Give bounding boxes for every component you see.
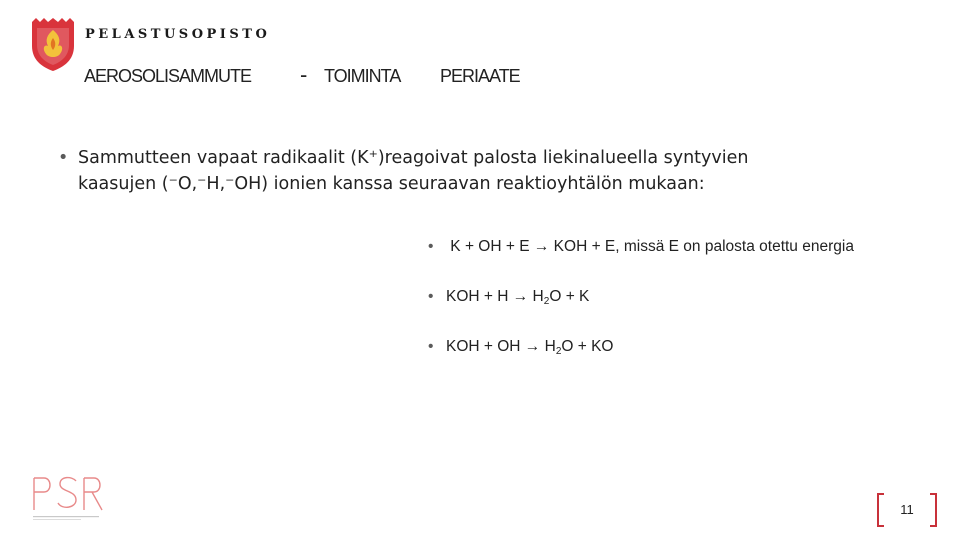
page-number: 11	[900, 502, 914, 517]
psr-logo	[30, 470, 110, 522]
pelastusopisto-shield-logo	[30, 16, 76, 72]
lead-bullet-item	[58, 145, 758, 197]
bullet-marker: •	[428, 238, 434, 255]
equation-item	[428, 338, 614, 357]
bullet-marker: •	[58, 148, 69, 168]
equation-item	[428, 238, 854, 256]
equation-text-end: O + KO	[561, 338, 614, 355]
equation-text-end: O + K	[549, 288, 590, 305]
title-part-2: TOIMINTA	[324, 66, 401, 86]
equation-text: KOH + H → H	[446, 288, 544, 305]
equation-text: KOH + OH → H	[446, 338, 556, 355]
lead-text: Sammutteen vapaat radikaalit (K⁺)reagoivat palosta liekinalueella syntyvien kaasujen (⁻O,⁻H,⁻OH) ionien kanssa seuraavan reaktioyhtälön mukaan:	[78, 148, 749, 194]
title-dash: -	[300, 62, 308, 87]
bullet-marker: •	[428, 338, 434, 355]
title-part-3: PERIAATE	[440, 66, 520, 86]
page-number-box	[872, 492, 942, 528]
title-part-1: AEROSOLISAMMUTE	[84, 66, 252, 86]
bullet-marker: •	[428, 288, 434, 305]
subscript: 2	[555, 346, 562, 357]
subscript: 2	[543, 296, 550, 307]
org-name: PELASTUSOPISTO	[85, 27, 271, 42]
equation-item	[428, 288, 589, 307]
equation-text: K + OH + E → KOH + E, missä E on palosta otettu energia	[446, 238, 854, 255]
